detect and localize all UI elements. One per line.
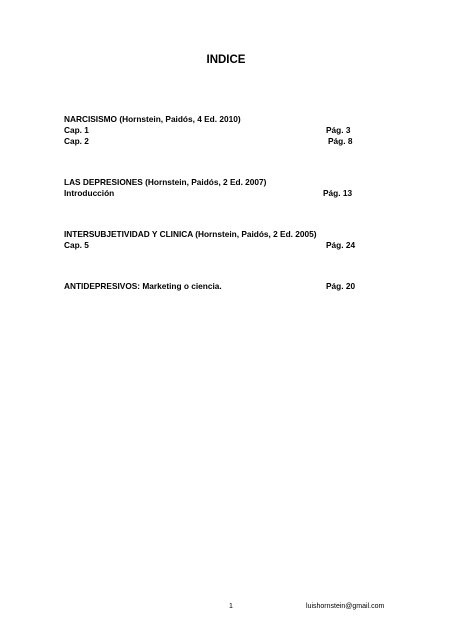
footer-email: luishornstein@gmail.com [306, 603, 385, 610]
page-title: INDICE [206, 54, 246, 66]
toc-entry-label: Cap. 5 [64, 240, 89, 250]
toc-section-intersubjetividad [64, 229, 364, 251]
toc-section-depresiones [64, 177, 364, 199]
section-heading-text: LAS DEPRESIONES (Hornstein, Paidós, 2 Ed. 2007) [64, 177, 267, 187]
toc-entry-page: Pág. 24 [326, 240, 356, 250]
section-heading-text: INTERSUBJETIVIDAD Y CLINICA (Hornstein, Paidós, 2 Ed. 2005) [64, 229, 317, 239]
toc-entry-label: Cap. 1 [64, 125, 89, 135]
toc-entry [64, 188, 364, 199]
toc-section-narcisismo [64, 114, 364, 147]
toc-entry [64, 136, 364, 147]
toc-entry [64, 281, 364, 292]
toc-entry [64, 240, 364, 251]
section-heading-text: ANTIDEPRESIVOS: Marketing o ciencia. [64, 281, 222, 291]
toc-entry-page: Pág. 20 [326, 281, 356, 291]
toc-section-antidepresivos [64, 281, 364, 292]
toc-section-heading [64, 177, 364, 188]
footer-page-number: 1 [229, 603, 233, 610]
toc-entry-page: Pág. 13 [323, 188, 353, 198]
toc-section-heading [64, 114, 364, 125]
section-heading-text: NARCISISMO (Hornstein, Paidós, 4 Ed. 2010) [64, 114, 241, 124]
toc-entry-page: Pág. 8 [328, 136, 353, 146]
toc-entry-label: Cap. 2 [64, 136, 89, 146]
toc-section-heading [64, 229, 364, 240]
toc-entry-page: Pág. 3 [326, 125, 351, 135]
toc-entry [64, 125, 364, 136]
toc-entry-label: Introducción [64, 188, 115, 198]
